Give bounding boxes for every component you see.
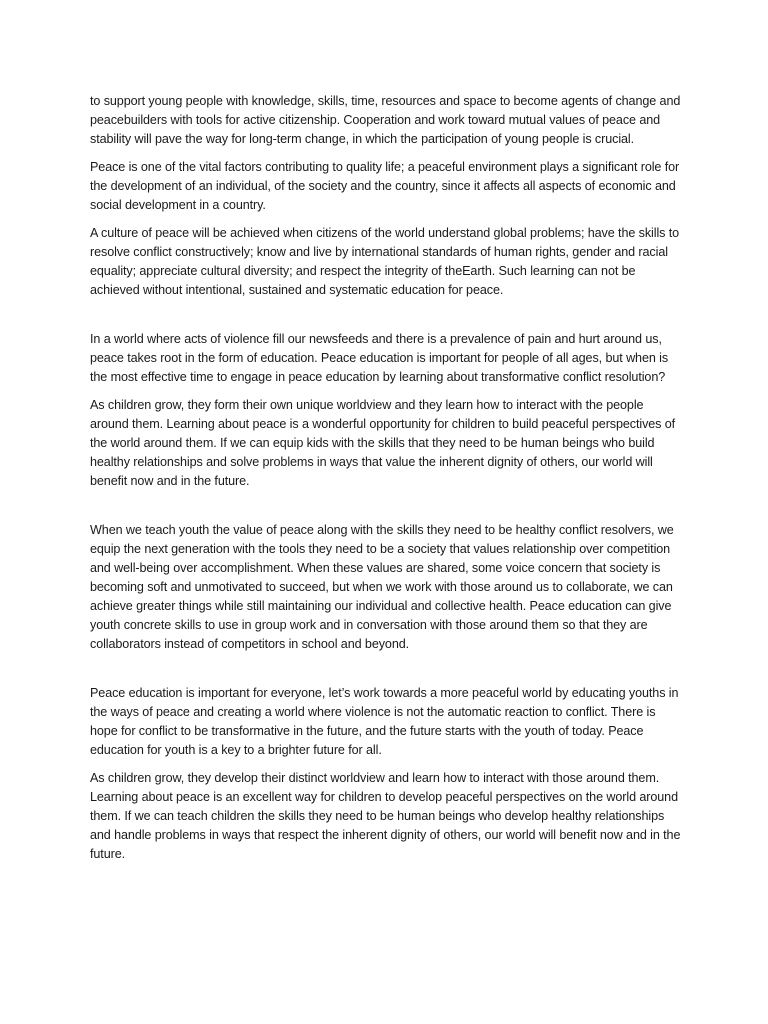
paragraph-3: A culture of peace will be achieved when citizens of the world understand global problems; have the skills to resolve conflict constructively; know and live by international standards of human rights, gender and racial equality; appreciate cultural diversity; and respect the integrity of theEarth. Such learning can not be achieved without intentional, sustained and systematic education for peace. bbox=[90, 226, 680, 297]
paragraph-2: Peace is one of the vital factors contributing to quality life; a peaceful environment plays a significant role for the development of an individual, of the society and the country, since it affects all aspects of economic and social development in a country. bbox=[90, 160, 680, 212]
paragraph-4: In a world where acts of violence fill our newsfeeds and there is a prevalence of pain and hurt around us, peace takes root in the form of education. Peace education is important for people of all ages, but when is the most effective time to engage in peace education by learning about transformative conflict resolution? bbox=[90, 332, 669, 384]
paragraph-1: to support young people with knowledge, skills, time, resources and space to become agents of change and peacebuilders with tools for active citizenship. Cooperation and work toward mutual values of peace and stability will pave the way for long-term change, in which the participation of young people is crucial. bbox=[90, 94, 681, 146]
document-page bbox=[90, 92, 682, 873]
paragraph-7: Peace education is important for everyone, let’s work towards a more peaceful world by educating youths in the ways of peace and creating a world where violence is not the automatic reaction to conflict. There is hope for conflict to be transformative in the future, and the future starts with the youth of today. Peace education for youth is a key to a brighter future for all. bbox=[90, 686, 679, 757]
paragraph-5: As children grow, they form their own unique worldview and they learn how to interact with the people around them. Learning about peace is a wonderful opportunity for children to build peaceful perspectives of the world around them. If we can equip kids with the skills that they need to be human beings who build healthy relationships and solve problems in ways that value the inherent dignity of others, our world will benefit now and in the future. bbox=[90, 398, 676, 488]
paragraph-8: As children grow, they develop their distinct worldview and learn how to interact with those around them. Learning about peace is an excellent way for children to develop peaceful perspectives on the world around them. If we can teach children the skills they need to be human beings who develop healthy relationships and handle problems in ways that respect the inherent dignity of others, our world will benefit now and in the future. bbox=[90, 771, 681, 861]
paragraph-6: When we teach youth the value of peace along with the skills they need to be healthy conflict resolvers, we equip the next generation with the tools they need to be a society that values relationship over competition and well-being over accomplishment. When these values are shared, some voice concern that society is becoming soft and unmotivated to succeed, but when we work with those around us to collaborate, we can achieve greater things while still maintaining our individual and collective health. Peace education can give youth concrete skills to use in group work and in conversation with those around them so that they are collaborators instead of competitors in school and beyond. bbox=[90, 523, 674, 651]
